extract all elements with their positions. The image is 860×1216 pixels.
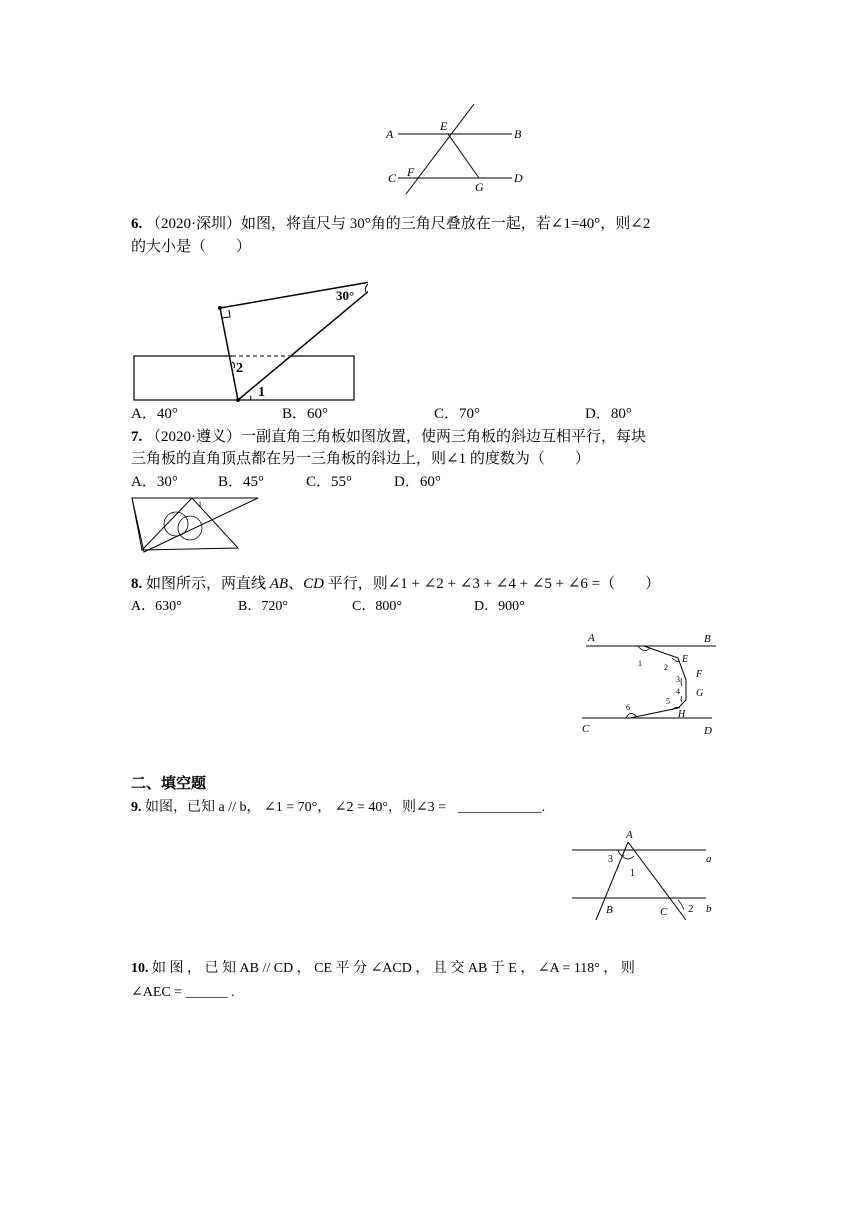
q10-end: . [231,985,235,1000]
q8-option-a: A．630° [131,599,182,614]
label-A: A [386,127,394,141]
label-D: D [514,171,523,185]
q8-fig-n3: 3 [676,675,680,684]
q6-option-d: D．80° [585,406,632,422]
q8-figure-zigzag [578,628,724,740]
q10-text-2: ∠AEC = [131,985,183,1000]
q9-fig-A: A [626,829,633,841]
q8-option-c: C．800° [352,599,402,614]
q7-option-a: A．30° [131,474,178,490]
q7-option-b: B．45° [218,474,265,490]
q8-line1 [131,573,660,595]
q6-fig-label-1: 1 [258,385,265,400]
label-G: G [475,180,484,194]
q8-fig-n5: 5 [666,697,670,706]
q9-fig-C: C [660,906,668,918]
label-B: B [514,127,522,141]
q8-option-d: D．900° [474,599,525,614]
q6-text-1: （2020·深圳）如图，将直尺与 30°角的三角尺叠放在一起，若∠1=40°，则∠2 [146,216,651,232]
q6-fig-label-2: 2 [236,361,243,376]
q9-end: . [541,800,546,815]
q6-line2: 的大小是（ ） [131,239,252,255]
q9-figure-parallel-lines [566,826,726,922]
q7-line1 [131,426,646,448]
figure-parallel-lines-triangle [380,96,540,196]
q6-option-b: B．60° [282,406,329,422]
q8-text-sep: 、 [288,576,304,592]
q9-blank: ____________ [457,800,542,815]
q8-fig-E: E [682,654,689,665]
q6-fig-30deg: 30° [336,288,355,303]
q9-fig-b: b [706,903,712,915]
label-F: F [407,165,415,179]
q9-fig-a: a [706,853,712,865]
q7-line2: 三角板的直角顶点都在另一三角板的斜边上，则∠1 的度数为（ ） [131,451,590,467]
q10-line1 [131,958,635,980]
q9-text: 如图，已知 a // b， ∠1 = 70°， ∠2 = 40°，则∠3 = [145,800,447,815]
q8-fig-C: C [582,723,590,735]
q8-text-b: 平行，则∠1 + ∠2 + ∠3 + ∠4 + ∠5 + ∠6 =（ ） [323,576,661,592]
q10-line2 [131,982,235,1004]
q8-text-ab: AB [269,576,289,592]
q8-fig-B: B [704,633,711,645]
q7-option-d: D．60° [394,474,441,490]
q8-fig-n6: 6 [626,703,630,712]
q6-option-c: C．70° [434,406,481,422]
q9-fig-n3: 3 [608,854,613,865]
q8-text-a: 如图所示，两直线 [146,576,270,592]
q9-line [131,797,545,819]
q7-text-1: （2020·遵义）一副直角三角板如图放置，使两三角板的斜边互相平行，每块 [146,429,646,445]
q8-option-b: B．720° [238,599,288,614]
q6-line1 [131,213,650,235]
q9-number: 9. [131,800,142,815]
q9-fig-B: B [606,904,613,916]
q6-option-a: A．40° [131,406,178,422]
q10-number: 10. [131,961,149,976]
q7-number: 7. [131,429,143,445]
label-C: C [388,171,397,185]
q8-number: 8. [131,576,143,592]
q8-fig-A: A [588,632,595,644]
q6-figure-ruler-triangle [128,272,368,408]
section-title-fill-in: 二、填空题 [131,776,207,792]
q8-fig-n1: 1 [638,659,642,668]
q8-fig-H: H [678,709,686,720]
q10-blank: ______ [185,985,228,1000]
q8-fig-D: D [704,725,712,737]
q8-fig-n2: 2 [664,663,668,672]
label-E: E [440,119,448,133]
q8-fig-G: G [696,688,704,699]
q7-figure-two-triangles [128,494,262,556]
q9-fig-n1: 1 [630,868,635,879]
q7-fig-label-1: 1 [198,500,202,509]
q8-fig-F: F [696,669,703,680]
q6-number: 6. [131,216,143,232]
q9-fig-n2: 2 [688,903,694,915]
q8-text-cd: CD [303,576,324,592]
q10-text-1: 如 图 ， 已 知 AB // CD ， CE 平 分 ∠ACD ， 且 交 AB 于 E ， ∠A = 118° ， 则 [152,961,635,976]
q8-fig-n4: 4 [676,687,680,696]
q7-option-c: C．55° [306,474,353,490]
